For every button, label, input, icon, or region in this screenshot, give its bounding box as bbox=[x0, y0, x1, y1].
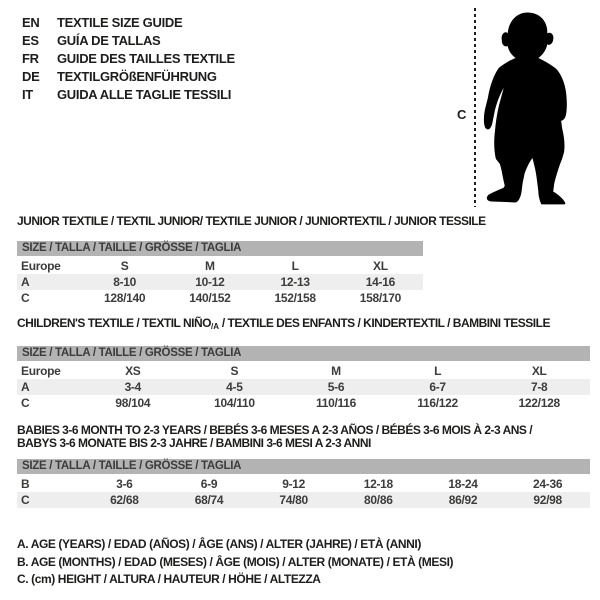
language-title: GUÍA DE TALLAS bbox=[57, 32, 161, 48]
size-cell: 7-8 bbox=[530, 380, 548, 394]
size-cell: 9-12 bbox=[282, 477, 306, 491]
table-row bbox=[17, 476, 590, 492]
toddler-silhouette bbox=[482, 8, 573, 207]
size-cell: 62/68 bbox=[110, 493, 139, 507]
row-label: Europe bbox=[21, 364, 61, 378]
title-text: JUNIOR TEXTILE / TEXTIL JUNIOR/ TEXTILE JUNIOR / JUNIORTEXTIL / JUNIOR TESSILE bbox=[17, 214, 486, 228]
size-cell: 24-36 bbox=[533, 477, 563, 491]
row-label: C bbox=[21, 396, 30, 410]
size-table-babies bbox=[17, 424, 590, 508]
title-text: CHILDREN'S TEXTILE / TEXTIL NIÑO bbox=[17, 316, 211, 330]
size-cell: 6-9 bbox=[200, 477, 218, 491]
size-cell: 110/116 bbox=[316, 396, 356, 410]
table-row bbox=[17, 274, 423, 290]
table-row bbox=[17, 258, 423, 274]
row-label: C bbox=[21, 291, 30, 305]
footnotes bbox=[17, 536, 453, 589]
table-row bbox=[17, 290, 423, 306]
size-cell: 152/158 bbox=[274, 291, 316, 305]
size-cell: 140/152 bbox=[189, 291, 231, 305]
size-cell: 158/170 bbox=[359, 291, 402, 305]
row-label: B bbox=[21, 477, 30, 491]
table-title bbox=[17, 214, 486, 228]
row-label: A bbox=[21, 275, 30, 289]
language-row bbox=[22, 13, 235, 31]
table-title-line bbox=[17, 317, 590, 333]
language-row bbox=[22, 85, 235, 103]
language-row bbox=[22, 31, 235, 49]
language-title: GUIDA ALLE TAGLIE TESSILI bbox=[57, 86, 232, 102]
height-dashed-line bbox=[474, 8, 476, 207]
table-title bbox=[17, 317, 590, 333]
size-cell: S bbox=[230, 364, 239, 378]
language-row bbox=[22, 67, 235, 85]
size-table-junior bbox=[17, 214, 486, 306]
size-cell: 68/74 bbox=[194, 493, 224, 507]
size-header-band: SIZE / TALLA / TAILLE / GRÖSSE / TAGLIA bbox=[17, 346, 590, 361]
title-text: BABIES 3-6 MONTH TO 2-3 YEARS / BEBÉS 3-6 MESES A 2-3 AÑOS / BÉBÉS 3-6 MOIS À 2-3 ANS / bbox=[17, 423, 533, 437]
row-label: A bbox=[21, 380, 30, 394]
size-cell: 3-6 bbox=[116, 477, 133, 491]
footnote-line: C. (cm) HEIGHT / ALTURA / HAUTEUR / HÖHE / ALTEZZA bbox=[17, 572, 321, 586]
language-code: EN bbox=[22, 14, 40, 30]
row-label: C bbox=[21, 493, 30, 507]
table-row bbox=[17, 379, 590, 395]
language-code: IT bbox=[22, 86, 33, 102]
title-text: /A bbox=[210, 322, 219, 331]
size-cell: 10-12 bbox=[195, 275, 225, 289]
size-cell: 8-10 bbox=[113, 275, 137, 289]
language-code: FR bbox=[22, 50, 39, 66]
language-code: DE bbox=[22, 68, 40, 84]
size-cell: XL bbox=[531, 364, 547, 378]
language-title: TEXTILGRÖßENFÜHRUNG bbox=[57, 68, 217, 84]
title-text: BABYS 3-6 MONATE BIS 2-3 JAHRE / BAMBINI 3-6 MESI A 2-3 ANNI bbox=[17, 436, 371, 450]
size-cell: S bbox=[120, 259, 129, 273]
size-header-band: SIZE / TALLA / TAILLE / GRÖSSE / TAGLIA bbox=[17, 459, 590, 474]
size-cell: 98/104 bbox=[115, 396, 151, 410]
table-title-line bbox=[17, 437, 590, 450]
table-title bbox=[17, 424, 590, 450]
language-title-list bbox=[22, 13, 235, 103]
size-cell: 4-5 bbox=[226, 380, 243, 394]
table-row bbox=[17, 363, 590, 379]
size-cell: 18-24 bbox=[448, 477, 478, 491]
row-label: Europe bbox=[21, 259, 61, 273]
size-cell: 116/122 bbox=[417, 396, 458, 410]
size-cell: 128/140 bbox=[103, 291, 146, 305]
size-cell: 80/86 bbox=[364, 493, 393, 507]
size-header-band: SIZE / TALLA / TAILLE / GRÖSSE / TAGLIA bbox=[17, 241, 423, 256]
table-row bbox=[17, 492, 590, 508]
footnote-line: A. AGE (YEARS) / EDAD (AÑOS) / ÂGE (ANS) / ALTER (JAHRE) / ETÀ (ANNI) bbox=[17, 537, 421, 551]
size-cell: 12-18 bbox=[363, 477, 393, 491]
language-row bbox=[22, 49, 235, 67]
size-cell: 5-6 bbox=[327, 380, 345, 394]
size-table-children bbox=[17, 317, 590, 411]
size-cell: 92/98 bbox=[533, 493, 562, 507]
language-code: ES bbox=[22, 32, 39, 48]
title-text: / TEXTILE DES ENFANTS / KINDERTEXTIL / BAMBINI TESSILE bbox=[218, 316, 550, 330]
table-row bbox=[17, 395, 590, 411]
size-cell: 86/92 bbox=[448, 493, 478, 507]
size-cell: 104/110 bbox=[214, 396, 255, 410]
size-cell: XS bbox=[125, 364, 141, 378]
size-cell: 74/80 bbox=[279, 493, 308, 507]
language-title: TEXTILE SIZE GUIDE bbox=[57, 14, 183, 30]
size-cell: 6-7 bbox=[429, 380, 446, 394]
size-cell: 12-13 bbox=[280, 275, 310, 289]
height-measure-label: C bbox=[457, 107, 467, 122]
size-cell: L bbox=[434, 364, 442, 378]
size-cell: 14-16 bbox=[365, 275, 395, 289]
size-cell: M bbox=[205, 259, 215, 273]
size-cell: L bbox=[291, 259, 299, 273]
table-title-line bbox=[17, 214, 486, 228]
size-cell: XL bbox=[373, 259, 388, 273]
footnote-line: B. AGE (MONTHS) / EDAD (MESES) / ÂGE (MOIS) / ALTER (MONATE) / ETÀ (MESI) bbox=[17, 554, 454, 569]
size-cell: 122/128 bbox=[518, 396, 560, 410]
language-title: GUIDE DES TAILLES TEXTILE bbox=[57, 50, 235, 66]
size-cell: 3-4 bbox=[124, 380, 142, 394]
size-cell: M bbox=[331, 364, 341, 378]
